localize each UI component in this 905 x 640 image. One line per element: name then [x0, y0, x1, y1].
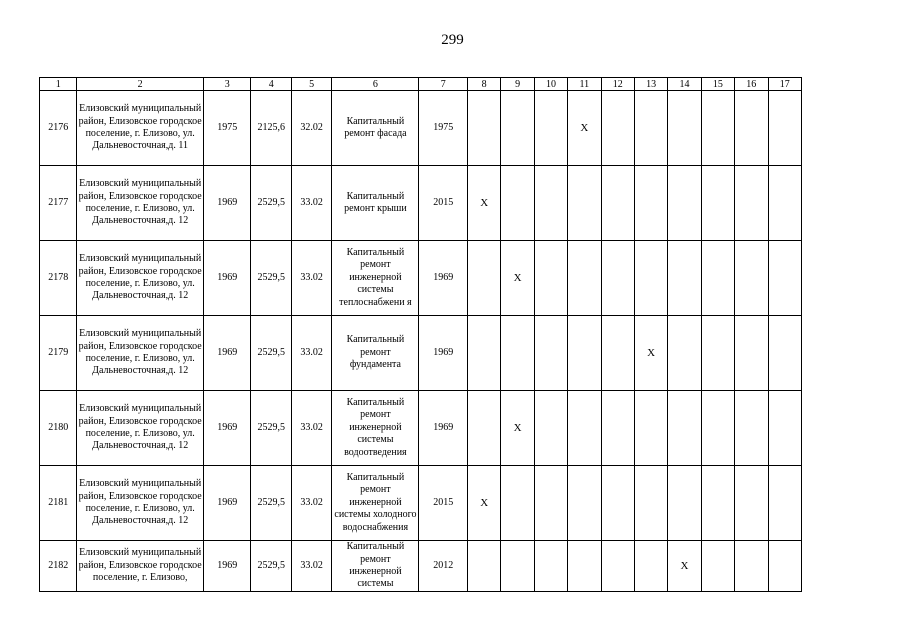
empty-cell	[501, 466, 534, 541]
empty-cell	[735, 541, 768, 592]
column-header: 10	[534, 78, 567, 91]
row-number-cell: 2176	[40, 91, 77, 166]
area-cell: 2529,5	[251, 466, 291, 541]
column-header: 11	[568, 78, 601, 91]
build-year-cell: 1969	[203, 166, 251, 241]
address-cell: Елизовский муниципальный район, Елизовское городское поселение, г. Елизово, ул. Дальневосточная,д. 12	[77, 391, 203, 466]
empty-cell	[501, 91, 534, 166]
build-year-cell: 1975	[203, 91, 251, 166]
build-year-cell: 1969	[203, 391, 251, 466]
empty-cell	[634, 391, 667, 466]
address-cell: Елизовский муниципальный район, Елизовское городское поселение, г. Елизово, ул. Дальневосточная,д. 12	[77, 166, 203, 241]
work-year-cell: 2015	[419, 466, 468, 541]
empty-cell	[768, 91, 802, 166]
empty-cell	[634, 241, 667, 316]
work-type-cell: Капитальный ремонт инженерной системы теплоснабжени я	[332, 241, 419, 316]
empty-cell	[701, 466, 734, 541]
row-number-cell: 2182	[40, 541, 77, 592]
column-header: 14	[668, 78, 701, 91]
empty-cell	[601, 166, 634, 241]
empty-cell	[501, 166, 534, 241]
work-year-cell: 1975	[419, 91, 468, 166]
area-cell: 2529,5	[251, 316, 291, 391]
table-body	[40, 91, 802, 592]
empty-cell	[601, 541, 634, 592]
address-cell: Елизовский муниципальный район, Елизовское городское поселение, г. Елизово, ул. Дальневосточная,д. 11	[77, 91, 203, 166]
empty-cell	[668, 316, 701, 391]
column-header: 13	[634, 78, 667, 91]
empty-cell	[768, 241, 802, 316]
empty-cell	[768, 541, 802, 592]
work-year-cell: 2012	[419, 541, 468, 592]
work-type-cell: Капитальный ремонт инженерной системы холодного водоснабжения	[332, 466, 419, 541]
mark-cell: X	[501, 391, 534, 466]
build-year-cell: 1969	[203, 241, 251, 316]
empty-cell	[735, 391, 768, 466]
empty-cell	[501, 316, 534, 391]
row-number-cell: 2177	[40, 166, 77, 241]
empty-cell	[701, 391, 734, 466]
work-type-cell: Капитальный ремонт фундамента	[332, 316, 419, 391]
work-type-cell: Капитальный ремонт крыши	[332, 166, 419, 241]
empty-cell	[467, 316, 500, 391]
empty-cell	[701, 241, 734, 316]
table-row	[40, 541, 802, 592]
empty-cell	[568, 466, 601, 541]
address-cell: Елизовский муниципальный район, Елизовское городское поселение, г. Елизово, ул. Дальневосточная,д. 12	[77, 316, 203, 391]
work-type-cell: Капитальный ремонт фасада	[332, 91, 419, 166]
empty-cell	[601, 316, 634, 391]
column-header: 2	[77, 78, 203, 91]
code-cell: 33.02	[291, 466, 331, 541]
column-header: 7	[419, 78, 468, 91]
column-header: 15	[701, 78, 734, 91]
code-cell: 33.02	[291, 241, 331, 316]
empty-cell	[735, 166, 768, 241]
page-number: 299	[441, 32, 464, 48]
empty-cell	[768, 391, 802, 466]
column-header: 9	[501, 78, 534, 91]
mark-cell: X	[467, 466, 500, 541]
empty-cell	[668, 91, 701, 166]
empty-cell	[601, 241, 634, 316]
empty-cell	[668, 391, 701, 466]
empty-cell	[467, 391, 500, 466]
column-header: 3	[203, 78, 251, 91]
work-year-cell: 2015	[419, 166, 468, 241]
empty-cell	[601, 91, 634, 166]
build-year-cell: 1969	[203, 316, 251, 391]
table-row	[40, 391, 802, 466]
empty-cell	[634, 541, 667, 592]
empty-cell	[768, 166, 802, 241]
empty-cell	[534, 166, 567, 241]
code-cell: 33.02	[291, 541, 331, 592]
column-header: 12	[601, 78, 634, 91]
row-number-cell: 2179	[40, 316, 77, 391]
table-row	[40, 166, 802, 241]
empty-cell	[701, 541, 734, 592]
table-row	[40, 241, 802, 316]
mark-cell: X	[568, 91, 601, 166]
row-number-cell: 2180	[40, 391, 77, 466]
empty-cell	[534, 316, 567, 391]
empty-cell	[501, 541, 534, 592]
area-cell: 2529,5	[251, 166, 291, 241]
address-cell: Елизовский муниципальный район, Елизовское городское поселение, г. Елизово, ул. Дальневосточная,д. 12	[77, 241, 203, 316]
empty-cell	[467, 91, 500, 166]
empty-cell	[634, 166, 667, 241]
empty-cell	[768, 316, 802, 391]
column-header: 17	[768, 78, 802, 91]
table-row	[40, 466, 802, 541]
empty-cell	[568, 166, 601, 241]
empty-cell	[701, 166, 734, 241]
empty-cell	[568, 316, 601, 391]
empty-cell	[668, 466, 701, 541]
empty-cell	[701, 91, 734, 166]
empty-cell	[735, 91, 768, 166]
empty-cell	[601, 466, 634, 541]
mark-cell: X	[501, 241, 534, 316]
area-cell: 2529,5	[251, 241, 291, 316]
table-row	[40, 91, 802, 166]
empty-cell	[534, 541, 567, 592]
table-row	[40, 316, 802, 391]
empty-cell	[534, 391, 567, 466]
empty-cell	[668, 241, 701, 316]
work-year-cell: 1969	[419, 316, 468, 391]
build-year-cell: 1969	[203, 466, 251, 541]
row-number-cell: 2181	[40, 466, 77, 541]
code-cell: 32.02	[291, 91, 331, 166]
work-type-cell: Капитальный ремонт инженерной системы	[332, 541, 419, 592]
mark-cell: X	[467, 166, 500, 241]
empty-cell	[534, 91, 567, 166]
work-year-cell: 1969	[419, 241, 468, 316]
code-cell: 33.02	[291, 391, 331, 466]
empty-cell	[601, 391, 634, 466]
mark-cell: X	[634, 316, 667, 391]
address-cell: Елизовский муниципальный район, Елизовское городское поселение, г. Елизово, ул. Дальневосточная,д. 12	[77, 466, 203, 541]
empty-cell	[534, 241, 567, 316]
empty-cell	[701, 316, 734, 391]
empty-cell	[668, 166, 701, 241]
row-number-cell: 2178	[40, 241, 77, 316]
code-cell: 33.02	[291, 316, 331, 391]
empty-cell	[768, 466, 802, 541]
empty-cell	[467, 241, 500, 316]
empty-cell	[568, 541, 601, 592]
build-year-cell: 1969	[203, 541, 251, 592]
address-cell: Елизовский муниципальный район, Елизовское городское поселение, г. Елизово,	[77, 541, 203, 592]
column-header: 6	[332, 78, 419, 91]
empty-cell	[634, 91, 667, 166]
work-year-cell: 1969	[419, 391, 468, 466]
empty-cell	[568, 241, 601, 316]
mark-cell: X	[668, 541, 701, 592]
empty-cell	[735, 316, 768, 391]
column-header: 4	[251, 78, 291, 91]
empty-cell	[735, 466, 768, 541]
empty-cell	[534, 466, 567, 541]
column-header: 8	[467, 78, 500, 91]
area-cell: 2529,5	[251, 541, 291, 592]
area-cell: 2125,6	[251, 91, 291, 166]
work-type-cell: Капитальный ремонт инженерной системы водоотведения	[332, 391, 419, 466]
empty-cell	[568, 391, 601, 466]
column-header: 16	[735, 78, 768, 91]
area-cell: 2529,5	[251, 391, 291, 466]
header-row	[40, 78, 802, 91]
empty-cell	[735, 241, 768, 316]
registry-table	[39, 77, 802, 592]
empty-cell	[634, 466, 667, 541]
column-header: 1	[40, 78, 77, 91]
column-header: 5	[291, 78, 331, 91]
empty-cell	[467, 541, 500, 592]
code-cell: 33.02	[291, 166, 331, 241]
